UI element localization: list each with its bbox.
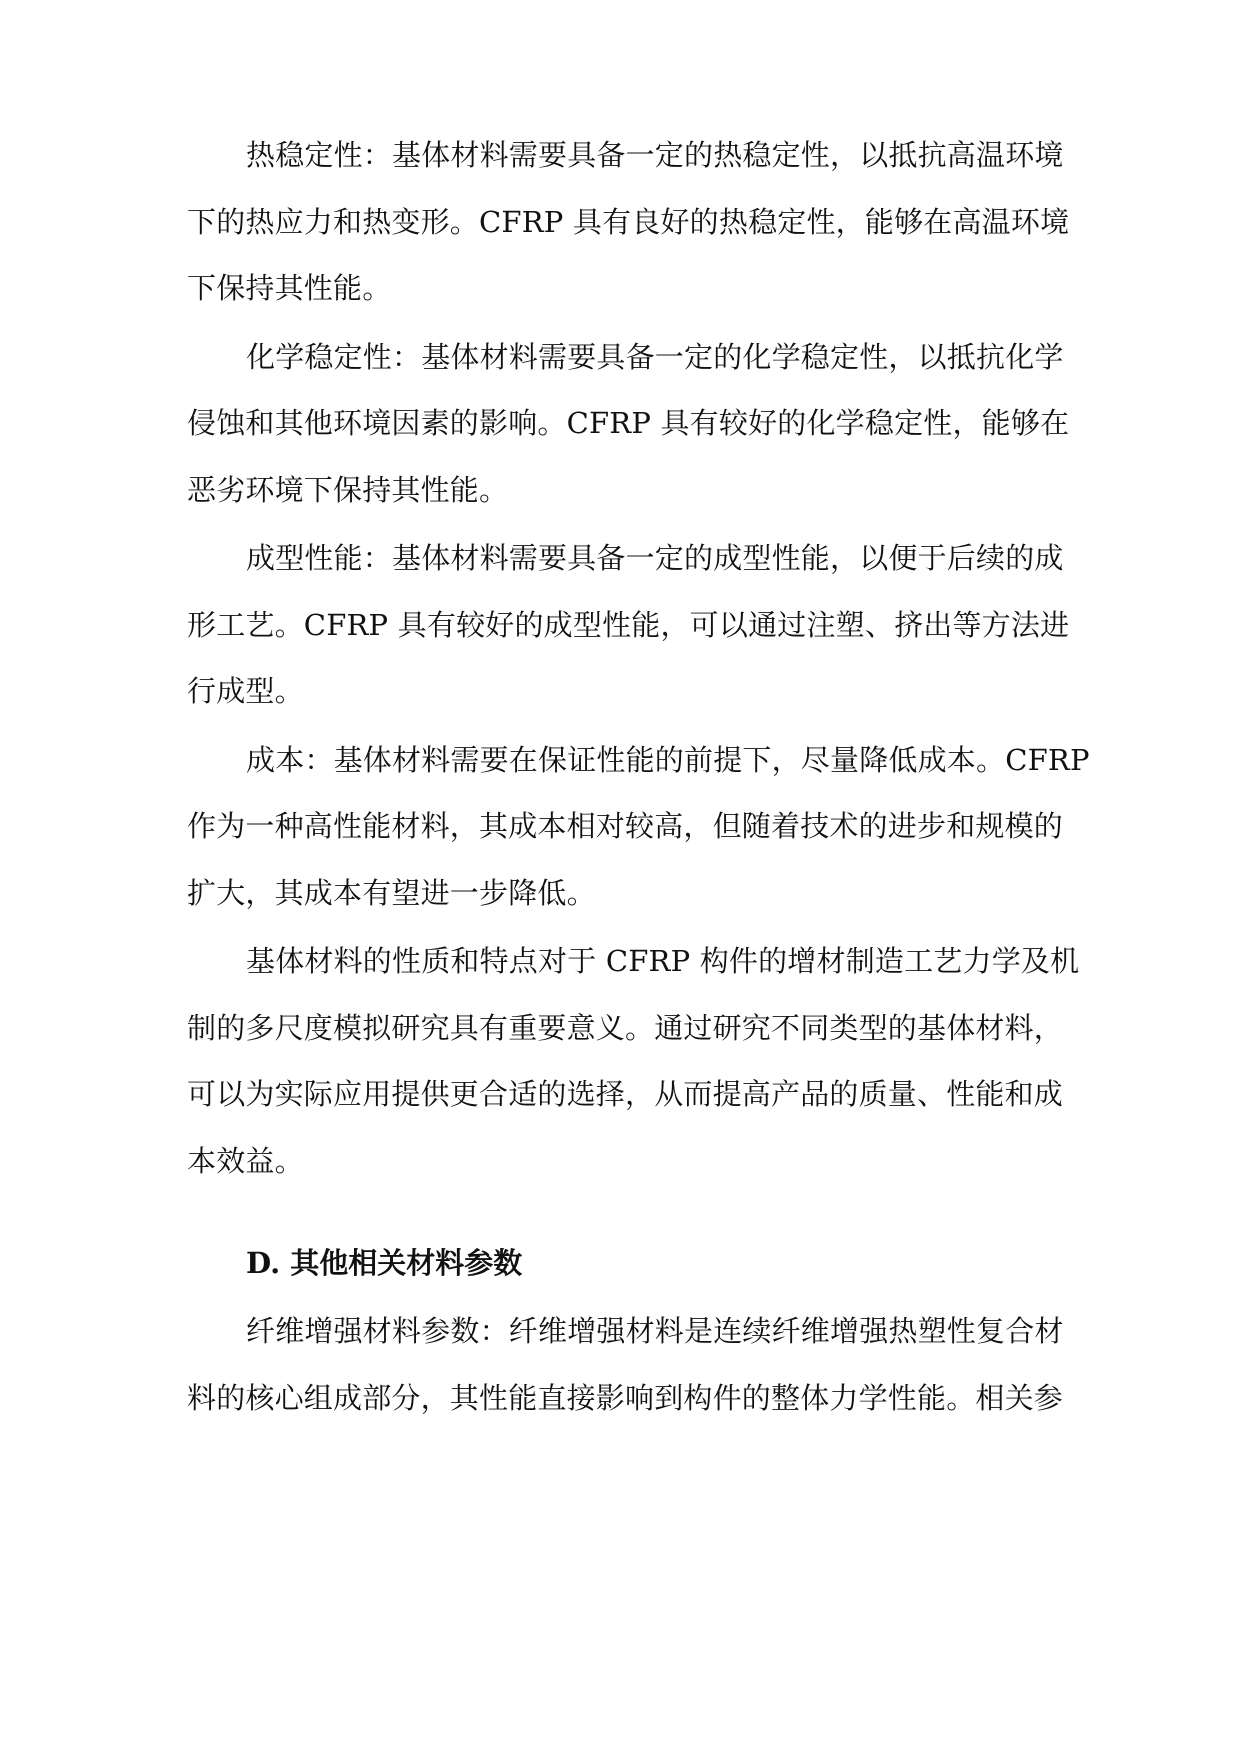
paragraph-line: 行成型。 bbox=[187, 674, 304, 708]
paragraph-line: 扩大，其成本有望进一步降低。 bbox=[187, 876, 596, 910]
section-heading: D. 其他相关材料参数 bbox=[246, 1246, 523, 1280]
paragraph-line: 本效益。 bbox=[187, 1144, 304, 1178]
paragraph-line: 形工艺。CFRP 具有较好的成型性能，可以通过注塑、挤出等方法进 bbox=[187, 608, 1070, 642]
paragraph-line: 料的核心组成部分，其性能直接影响到构件的整体力学性能。相关参 bbox=[187, 1381, 1064, 1415]
paragraph-line: 成本：基体材料需要在保证性能的前提下，尽量降低成本。CFRP bbox=[246, 743, 1090, 777]
paragraph-line: 基体材料的性质和特点对于 CFRP 构件的增材制造工艺力学及机 bbox=[246, 944, 1080, 978]
paragraph-line: 下保持其性能。 bbox=[187, 271, 392, 305]
paragraph-line: 纤维增强材料参数：纤维增强材料是连续纤维增强热塑性复合材 bbox=[246, 1314, 1064, 1348]
paragraph-line: 可以为实际应用提供更合适的选择，从而提高产品的质量、性能和成 bbox=[187, 1077, 1064, 1111]
paragraph-line: 制的多尺度模拟研究具有重要意义。通过研究不同类型的基体材料， bbox=[187, 1011, 1064, 1045]
paragraph-line: 下的热应力和热变形。CFRP 具有良好的热稳定性，能够在高温环境 bbox=[187, 205, 1070, 239]
paragraph-line: 化学稳定性：基体材料需要具备一定的化学稳定性，以抵抗化学 bbox=[246, 340, 1064, 374]
paragraph-line: 成型性能：基体材料需要具备一定的成型性能，以便于后续的成 bbox=[246, 541, 1064, 575]
paragraph-line: 恶劣环境下保持其性能。 bbox=[187, 473, 509, 507]
paragraph-line: 热稳定性：基体材料需要具备一定的热稳定性，以抵抗高温环境 bbox=[246, 138, 1064, 172]
paragraph-line: 作为一种高性能材料，其成本相对较高，但随着技术的进步和规模的 bbox=[187, 809, 1064, 843]
paragraph-line: 侵蚀和其他环境因素的影响。CFRP 具有较好的化学稳定性，能够在 bbox=[187, 406, 1070, 440]
